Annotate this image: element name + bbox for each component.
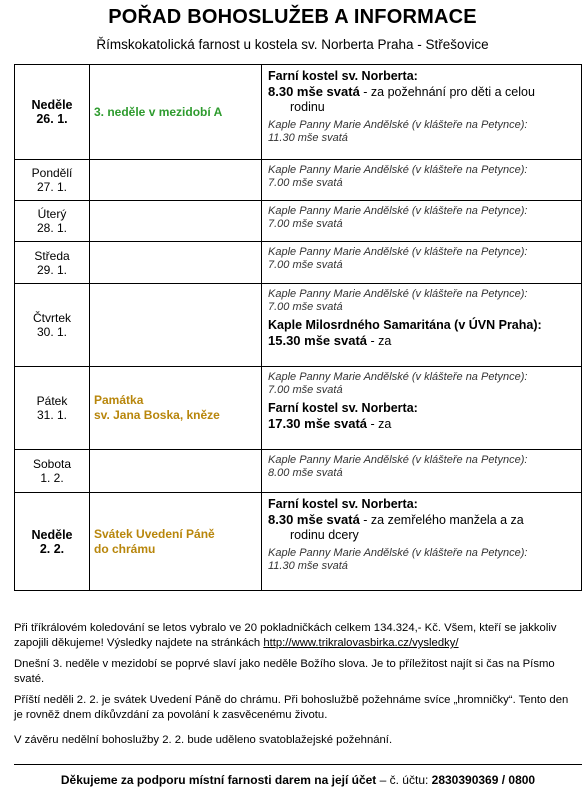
feast-cell xyxy=(90,65,262,160)
schedule-row xyxy=(15,493,582,591)
chapel-time: 11.30 mše svatá xyxy=(268,131,348,144)
results-link[interactable]: http://www.trikralovasbirka.cz/vysledky/ xyxy=(263,637,459,649)
mass-time: 17.30 mše svatá xyxy=(268,416,368,431)
day-date: 30. 1. xyxy=(36,325,68,339)
church-name: Kaple Milosrdného Samaritána (v ÚVN Praha): xyxy=(268,318,542,332)
chapel-name: Kaple Panny Marie Andělské (v klášteře na Petynce): xyxy=(268,454,528,466)
day-cell xyxy=(15,242,90,284)
announcement-feast: Příští neděli 2. 2. je svátek Uvedení Páně do chrámu. Při bohoslužbě požehnáme svíce „hromničky“. Tento den je rovněž dnem díkůvzdání za povolání k zasvěcenému životu. xyxy=(14,694,569,721)
mass-intent-cont: rodinu dcery xyxy=(290,528,359,542)
chapel-time: 8.00 mše svatá xyxy=(268,466,343,479)
feast-cell xyxy=(90,242,262,284)
mass-intent: - za zemřelého manžela a za xyxy=(359,513,524,527)
footer-text: Děkujeme za podporu místní farnosti darem na její účet xyxy=(60,773,377,787)
mass-line xyxy=(268,84,575,100)
schedule-row xyxy=(15,450,582,493)
day-name: Neděle xyxy=(31,98,73,112)
chapel-time: 7.00 mše svatá xyxy=(268,258,343,271)
schedule-row xyxy=(15,65,582,160)
day-date: 2. 2. xyxy=(39,541,65,556)
schedule-table xyxy=(14,64,582,591)
services-cell xyxy=(262,201,582,242)
day-name: Úterý xyxy=(37,207,67,221)
chapel-time: 7.00 mše svatá xyxy=(268,300,343,313)
day-cell xyxy=(15,493,90,591)
services-cell xyxy=(262,242,582,284)
schedule-row xyxy=(15,242,582,284)
day-name: Čtvrtek xyxy=(32,311,71,325)
church-name: Farní kostel sv. Norberta: xyxy=(268,497,418,511)
services-cell xyxy=(262,493,582,591)
day-cell xyxy=(15,65,90,160)
feast-cell xyxy=(90,367,262,450)
day-date: 27. 1. xyxy=(36,180,68,194)
chapel-name: Kaple Panny Marie Andělské (v klášteře na Petynce): xyxy=(268,547,528,559)
feast-cell xyxy=(90,201,262,242)
schedule-row xyxy=(15,201,582,242)
day-date: 1. 2. xyxy=(40,471,64,485)
day-date: 26. 1. xyxy=(36,112,68,126)
account-number: 2830390369 / 0800 xyxy=(431,773,536,787)
donation-footer xyxy=(14,764,582,787)
chapel-name: Kaple Panny Marie Andělské (v klášteře na Petynce): xyxy=(268,205,528,217)
day-date: 28. 1. xyxy=(36,221,68,235)
feast-cell xyxy=(90,160,262,201)
mass-line xyxy=(268,333,575,349)
mass-intent: - za xyxy=(367,417,392,431)
page-subtitle: Římskokatolická farnost u kostela sv. Norberta Praha - Střešovice xyxy=(96,37,489,52)
chapel-time: 7.00 mše svatá xyxy=(268,383,343,396)
chapel-name: Kaple Panny Marie Andělské (v klášteře na Petynce): xyxy=(268,246,528,258)
chapel-name: Kaple Panny Marie Andělské (v klášteře na Petynce): xyxy=(268,164,528,176)
day-date: 31. 1. xyxy=(36,408,68,422)
mass-intent: - za požehnání pro děti a celou xyxy=(359,85,535,99)
chapel-time: 7.00 mše svatá xyxy=(268,217,343,230)
mass-line xyxy=(268,512,575,528)
announcement-collection xyxy=(14,621,580,651)
announcement-blessing: V závěru nedělní bohoslužby 2. 2. bude uděleno svatoblažejské požehnání. xyxy=(14,734,393,746)
feast-name-cont: sv. Jana Boska, kněze xyxy=(94,408,220,422)
mass-intent: - za xyxy=(367,334,392,348)
day-name: Neděle xyxy=(31,527,73,542)
page-title: POŘAD BOHOSLUŽEB A INFORMACE xyxy=(108,6,477,28)
feast-name-cont: do chrámu xyxy=(94,541,156,556)
church-name: Farní kostel sv. Norberta: xyxy=(268,401,418,415)
schedule-row xyxy=(15,160,582,201)
chapel-time: 7.00 mše svatá xyxy=(268,176,343,189)
services-cell xyxy=(262,284,582,367)
feast-name: Památka xyxy=(94,393,144,407)
day-name: Pondělí xyxy=(31,166,73,180)
chapel-name: Kaple Panny Marie Andělské (v klášteře na Petynce): xyxy=(268,288,528,300)
announcement-word-sunday: Dnešní 3. neděle v mezidobí se poprvé slaví jako neděle Božího slova. Je to příležitost najít si čas na Písmo svaté. xyxy=(14,658,555,685)
services-cell xyxy=(262,160,582,201)
day-cell xyxy=(15,160,90,201)
announcement-text: Při tříkrálovém koledování se letos vybralo ve 20 pokladničkách celkem 134.324,- Kč. Všem, kteří se jakkoliv zapojili děkujeme! Výsledky najdete na stránkách xyxy=(14,622,557,649)
feast-name: Svátek Uvedení Páně xyxy=(94,526,215,541)
day-cell xyxy=(15,450,90,493)
mass-time: 8.30 mše svatá xyxy=(268,84,360,99)
services-cell xyxy=(262,367,582,450)
day-cell xyxy=(15,284,90,367)
day-name: Středa xyxy=(34,248,70,263)
feast-cell xyxy=(90,493,262,591)
mass-time: 15.30 mše svatá xyxy=(268,333,368,348)
feast-cell xyxy=(90,450,262,493)
mass-time: 8.30 mše svatá xyxy=(268,512,360,527)
chapel-time: 11.30 mše svatá xyxy=(268,559,348,572)
day-date: 29. 1. xyxy=(36,262,68,277)
day-name: Sobota xyxy=(32,457,72,471)
feast-name: 3. neděle v mezidobí A xyxy=(94,104,223,119)
account-label: – č. účtu: xyxy=(376,773,432,787)
chapel-name: Kaple Panny Marie Andělské (v klášteře na Petynce): xyxy=(268,119,528,131)
announcements xyxy=(14,621,580,754)
day-cell xyxy=(15,367,90,450)
services-cell xyxy=(262,65,582,160)
schedule-row xyxy=(15,367,582,450)
services-cell xyxy=(262,450,582,493)
chapel-name: Kaple Panny Marie Andělské (v klášteře na Petynce): xyxy=(268,371,528,383)
day-name: Pátek xyxy=(36,394,68,408)
church-name: Farní kostel sv. Norberta: xyxy=(268,69,418,83)
mass-intent-cont: rodinu xyxy=(290,100,325,114)
mass-line xyxy=(268,416,575,432)
feast-cell xyxy=(90,284,262,367)
schedule-row xyxy=(15,284,582,367)
day-cell xyxy=(15,201,90,242)
